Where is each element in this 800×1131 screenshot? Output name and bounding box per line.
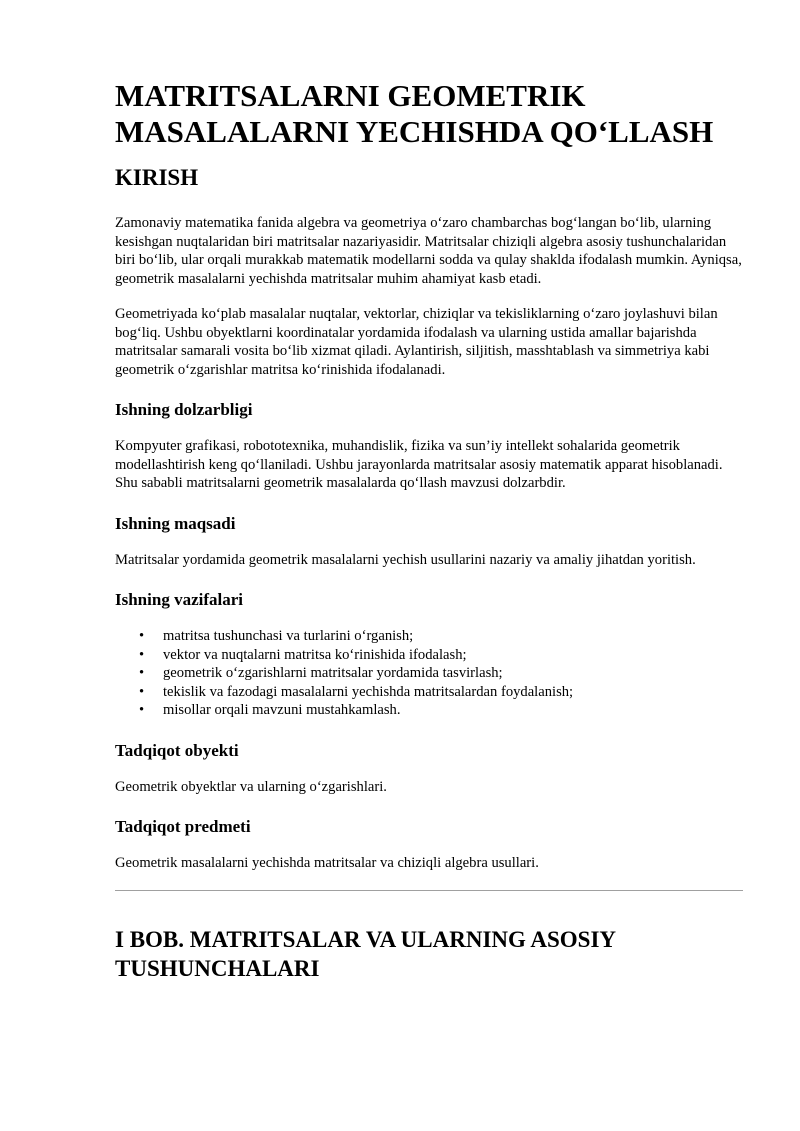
goal-heading: Ishning maqsadi <box>115 513 236 533</box>
object-heading: Tadqiqot obyekti <box>115 740 239 760</box>
subject-heading: Tadqiqot predmeti <box>115 817 251 836</box>
tasks-heading: Ishning vazifalari <box>115 590 243 609</box>
object-text: Geometrik obyektlar va ularning o‘zgarishlari. <box>115 778 387 795</box>
subject-text: Geometrik masalalarni yechishda matritsalar va chiziqli algebra usullari. <box>115 855 539 871</box>
tasks-list <box>115 627 745 720</box>
document-title: MATRITSALARNI GEOMETRIK MASALALARNI YECHISHDA QO‘LLASH <box>115 78 714 149</box>
list-item: • geometrik o‘zgarishlarni matritsalar yordamida tasvirlash; <box>115 664 745 683</box>
goal-text: Matritsalar yordamida geometrik masalalarni yechish usullarini nazariy va amaliy jihatdan yoritish. <box>115 551 696 568</box>
intro-paragraph-2: Geometriyada ko‘plab masalalar nuqtalar, vektorlar, chiziqlar va tekisliklarning o‘zaro joylashuvi bilan bog‘liq. Ushbu obyektlarni koordinatalar yordamida ifodalash va ularning ustida amallar bajarishda matritsalar samarali vosita bo‘lib xizmat qiladi. Aylantirish, siljitish, masshtablash va simmetriya kabi geometrik o‘zgarishlar matritsa ko‘rinishida ifodalanadi. <box>115 306 718 378</box>
list-item: • misollar orqali mavzuni mustahkamlash. <box>115 701 745 720</box>
intro-paragraph-1: Zamonaviy matematika fanida algebra va geometriya o‘zaro chambarchas bog‘langan bo‘lib, ularning kesishgan nuqtalaridan biri matritsalar nazariyasidir. Matritsalar chiziqli algebra asosiy tushunchalaridan biri bo‘lib, ular orqali murakkab matematik modellarni sodda va qulay shaklda ifodalash mumkin. Ayniqsa, geometrik masalalarni yechishda matritsalar muhim ahamiyat kasb etadi. <box>115 215 742 287</box>
list-item: • matritsa tushunchasi va turlarini o‘rganish; <box>115 627 745 646</box>
section-divider <box>115 890 743 891</box>
relevance-heading: Ishning dolzarbligi <box>115 400 253 419</box>
list-item: • vektor va nuqtalarni matritsa ko‘rinishida ifodalash; <box>115 646 745 665</box>
intro-heading: KIRISH <box>115 165 199 190</box>
relevance-text: Kompyuter grafikasi, robototexnika, muhandislik, fizika va sun’iy intellekt sohalarida geometrik modellashtirish keng qo‘llaniladi. Ushbu jarayonlarda matritsalar asosiy matematik apparat hisoblanadi. Shu sababli matritsalarni geometrik masalalarda qo‘llash mavzusi dolzarbdir. <box>115 438 723 491</box>
list-item: • tekislik va fazodagi masalalarni yechishda matritsalardan foydalanish; <box>115 683 745 702</box>
document-page <box>115 78 745 983</box>
chapter-heading: I BOB. MATRITSALAR VA ULARNING ASOSIY TUSHUNCHALARI <box>115 926 616 981</box>
